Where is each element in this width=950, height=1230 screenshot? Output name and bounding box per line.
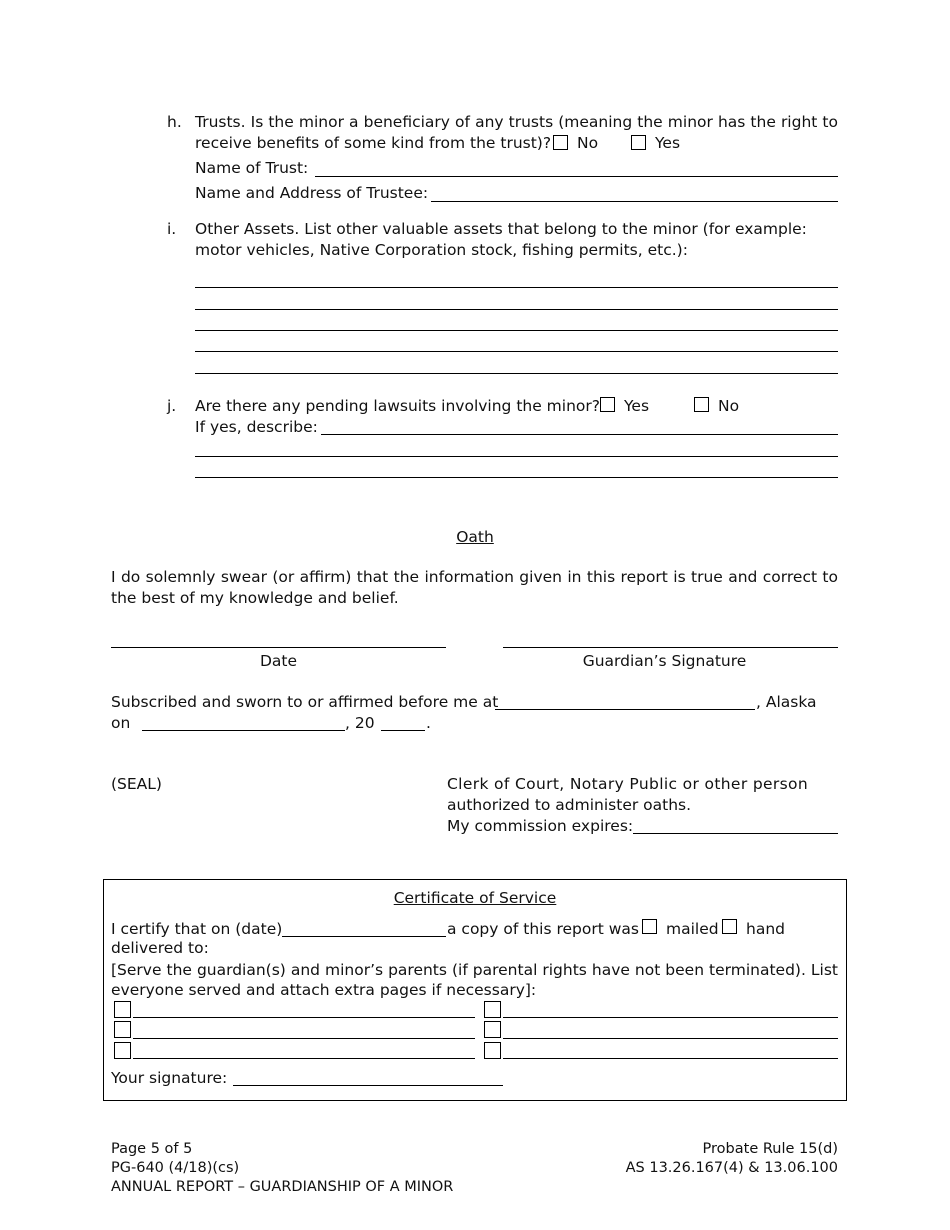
hand-label: hand: [746, 920, 785, 938]
location-field[interactable]: [495, 709, 755, 710]
lawsuits-no-label: No: [718, 397, 740, 415]
sworn-date-field[interactable]: [142, 730, 345, 731]
recipient-checkbox[interactable]: [484, 1042, 501, 1059]
certify-label: I certify that on (date): [111, 920, 283, 938]
recipient-checkbox[interactable]: [484, 1021, 501, 1038]
lawsuits-yes-label: Yes: [624, 397, 650, 415]
other-assets-line-field[interactable]: [195, 330, 838, 331]
recipient-field[interactable]: [133, 1017, 475, 1018]
footer-form-title: ANNUAL REPORT – GUARDIANSHIP OF A MINOR: [111, 1179, 454, 1195]
other-assets-line-field[interactable]: [195, 373, 838, 374]
date-label: Date: [259, 652, 298, 670]
recipient-field[interactable]: [503, 1017, 838, 1018]
describe-label: If yes, describe:: [195, 418, 318, 436]
trusts-letter: h.: [167, 113, 182, 131]
your-signature-label: Your signature:: [111, 1069, 228, 1087]
trust-name-label: Name of Trust:: [195, 159, 309, 177]
footer-rule: Probate Rule 15(d): [702, 1141, 838, 1157]
footer-page: Page 5 of 5: [111, 1141, 193, 1157]
trusts-no-label: No: [577, 134, 599, 152]
lawsuits-no-checkbox[interactable]: [694, 397, 709, 412]
hand-checkbox[interactable]: [722, 919, 737, 934]
recipient-checkbox[interactable]: [114, 1001, 131, 1018]
date-field[interactable]: [111, 647, 446, 648]
recipient-field[interactable]: [133, 1038, 475, 1039]
trustee-label: Name and Address of Trustee:: [195, 184, 429, 202]
trusts-question-line2: receive benefits of some kind from the trust)?: [195, 134, 552, 152]
trusts-question-line1: Trusts. Is the minor a beneficiary of any trusts (meaning the minor has the right to: [195, 113, 838, 131]
clerk-line1: Clerk of Court, Notary Public or other person: [447, 775, 809, 793]
trustee-field[interactable]: [431, 201, 838, 202]
alaska-label: , Alaska: [756, 693, 817, 711]
describe-field[interactable]: [321, 434, 838, 435]
lawsuits-letter: j.: [167, 397, 177, 415]
instructions-line1: [Serve the guardian(s) and minor’s parents (if parental rights have not been terminated). List: [111, 961, 838, 979]
lawsuits-yes-checkbox[interactable]: [600, 397, 615, 412]
guardian-signature-label: Guardian’s Signature: [582, 652, 747, 670]
lawsuits-question: Are there any pending lawsuits involving the minor?: [195, 397, 600, 415]
footer-form-number: PG-640 (4/18)(cs): [111, 1160, 240, 1176]
recipient-checkbox[interactable]: [114, 1042, 131, 1059]
trust-name-field[interactable]: [315, 176, 838, 177]
recipient-field[interactable]: [133, 1058, 475, 1059]
seal-label: (SEAL): [111, 775, 162, 793]
commission-expires-field[interactable]: [633, 833, 838, 834]
on-label: on: [111, 714, 131, 732]
other-assets-line-field[interactable]: [195, 287, 838, 288]
clerk-line2: authorized to administer oaths.: [447, 796, 692, 814]
year-field[interactable]: [381, 730, 425, 731]
trusts-yes-label: Yes: [655, 134, 681, 152]
delivered-label: delivered to:: [111, 939, 209, 957]
recipient-checkbox[interactable]: [484, 1001, 501, 1018]
recipient-checkbox[interactable]: [114, 1021, 131, 1038]
other-assets-letter: i.: [167, 220, 177, 238]
year-prefix: , 20: [345, 714, 375, 732]
describe-line-field[interactable]: [195, 477, 838, 478]
service-date-field[interactable]: [282, 936, 446, 937]
trusts-yes-checkbox[interactable]: [631, 135, 646, 150]
certificate-heading: Certificate of Service: [393, 889, 557, 907]
other-assets-line-field[interactable]: [195, 309, 838, 310]
footer-statute: AS 13.26.167(4) & 13.06.100: [625, 1160, 838, 1176]
guardian-signature-field[interactable]: [503, 647, 838, 648]
mailed-checkbox[interactable]: [642, 919, 657, 934]
other-assets-line1: Other Assets. List other valuable assets that belong to the minor (for example:: [195, 220, 807, 238]
instructions-line2: everyone served and attach extra pages if necessary]:: [111, 981, 537, 999]
oath-statement: I do solemnly swear (or affirm) that the information given in this report is true and correct to the best of my knowledge and belief.: [111, 568, 838, 607]
commission-label: My commission expires:: [447, 817, 634, 835]
recipient-field[interactable]: [503, 1058, 838, 1059]
year-period: .: [426, 714, 431, 732]
recipient-field[interactable]: [503, 1038, 838, 1039]
oath-heading: Oath: [456, 528, 494, 546]
copy-label: a copy of this report was: [447, 920, 639, 938]
subscribed-label: Subscribed and sworn to or affirmed before me at: [111, 693, 499, 711]
your-signature-field[interactable]: [233, 1085, 503, 1086]
mailed-label: mailed: [666, 920, 719, 938]
other-assets-line2: motor vehicles, Native Corporation stock, fishing permits, etc.):: [195, 241, 688, 259]
other-assets-line-field[interactable]: [195, 351, 838, 352]
trusts-no-checkbox[interactable]: [553, 135, 568, 150]
describe-line-field[interactable]: [195, 456, 838, 457]
